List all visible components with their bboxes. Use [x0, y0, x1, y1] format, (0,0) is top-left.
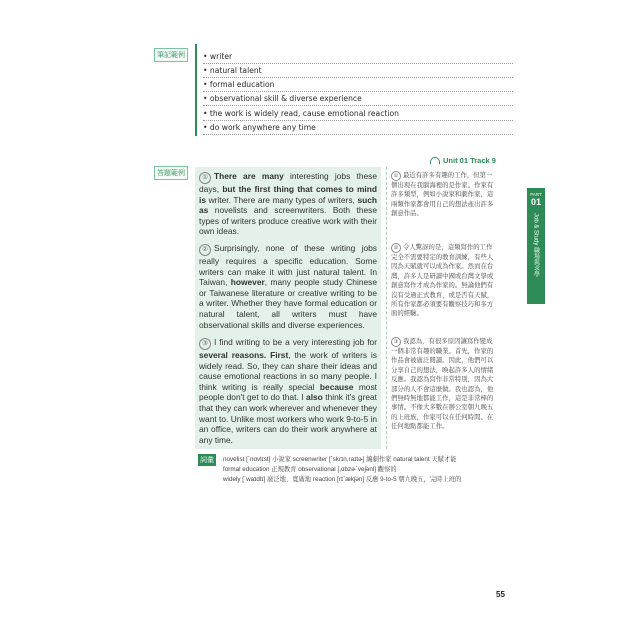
- paragraph-number: ③: [199, 338, 211, 350]
- sample-answer-tag: 答題範例: [154, 166, 188, 180]
- note-line: • formal education: [203, 78, 513, 92]
- bold-phrase: but the first thing that comes to mind is: [199, 184, 377, 205]
- vocab-line: widely [ˋwaɪdlɪ] 廣泛地、寬廣地 reaction [rɪˋækʃən] 反應 9-to-5 朝九晚五，完時上班的: [223, 476, 462, 483]
- vocab-list: [223, 455, 523, 485]
- bold-phrase: There are many: [214, 171, 284, 181]
- paragraph-number: ①: [391, 171, 401, 181]
- text-segment: think it's great that they can work wherever and whenever they want to. Unlike most workers who work 9-to-5 in an office, writers can do their work anywhere at any time.: [199, 392, 378, 445]
- text-segment: I find writing to be a very interesting job for: [214, 337, 377, 347]
- bold-phrase: such as: [199, 194, 377, 216]
- headphone-icon: [430, 157, 440, 164]
- answer-paragraph: [199, 243, 377, 330]
- text-segment: interesting jobs these days,: [199, 171, 377, 194]
- side-tab-title: Job & Study 職場與求學: [532, 213, 539, 278]
- bold-phrase: also: [306, 392, 323, 403]
- translation-paragraph: [391, 337, 495, 432]
- vocab-line: novelist [ˋnɑvlɪst] 小說家 screenwriter [ˋskrɪn,raɪtɚ] 編劇作家 natural talent 天賦才能: [223, 456, 457, 463]
- note-line: • observational skill & diverse experience: [203, 92, 513, 106]
- note-line: • natural talent: [203, 64, 513, 78]
- english-answer-column: [195, 167, 381, 449]
- side-tab-part: PART: [530, 192, 542, 197]
- unit-track-label: [430, 156, 496, 165]
- chinese-translation-column: [386, 167, 499, 449]
- note-line: • do work anywhere any time: [203, 121, 513, 135]
- vocab-line: formal education 正規教育 observational [,ɑbzɚˋveʃənl] 觀察的: [223, 466, 397, 473]
- vocab-tag: 詞彙: [198, 454, 216, 466]
- text-segment: writer. There are many types of writers,: [206, 194, 358, 205]
- translation-paragraph: [391, 171, 495, 219]
- text-segment: , many people study Chinese or Taiwanese literature or creative writing to be a writer. Whether they have formal education or natural talent, all writers must have observational skills and diverse experiences.: [199, 277, 377, 330]
- text-segment: , the work of writers is widely read. So, they can share their ideas and cause emotional reactions in so many people. I think writing is really special: [199, 350, 377, 392]
- translation-paragraph: [391, 243, 495, 319]
- translation-text: 令人驚訝的是，這類寫作的工作完全不需要特定的教育訓練，有些人因為天賦就可以成為作家。然而在台灣，許多人是研讀中國或台灣文學或創意寫作才成為作家的。無論他們有沒有受過正式教育，或是否有天賦，所有作家都必須要有觀察技巧和多方面的經驗。: [391, 244, 494, 318]
- bold-phrase: several reasons. First: [199, 350, 289, 360]
- paragraph-number: ②: [199, 244, 211, 256]
- notes-box: [195, 44, 517, 136]
- paragraph-number: ③: [391, 337, 401, 347]
- text-segment: Surprisingly, none of these writing jobs really requires a specific education. Some writers can make it with just natural talent. In Taiwan,: [199, 243, 377, 288]
- answer-paragraph: [199, 337, 377, 445]
- side-tab-number: 01: [530, 197, 541, 207]
- bold-phrase: because: [319, 381, 354, 392]
- paragraph-number: ①: [199, 172, 211, 184]
- notes-tag: 筆記範例: [154, 48, 188, 62]
- note-line: • writer: [203, 50, 513, 64]
- answer-paragraph: [199, 171, 377, 237]
- part-side-tab: [527, 188, 545, 304]
- paragraph-number: ②: [391, 243, 401, 253]
- translation-text: 我認為，有很多原因讓寫作變成一個非常有趣的職業。首先，作家的作品會被廣泛閱讀。因此，他們可以分享自己的想法，喚起許多人的情緒反應。我認為寫作非常特別，因為大部分的人不會這麼做。我也認為，他們無時無地都能工作，這是非常棒的事情。不像大多數在辦公室朝九晚五的上班族，作家可以在任何時間、在任何地點都能工作。: [391, 338, 494, 431]
- text-segment: most people don't get to do that. I: [199, 381, 377, 403]
- note-line: • the work is widely read, cause emotional reaction: [203, 107, 513, 121]
- bold-phrase: however: [230, 277, 265, 288]
- page-number: 55: [496, 590, 505, 599]
- unit-track-text: Unit 01 Track 9: [443, 156, 496, 165]
- text-segment: novelists and screenwriters. Both these types of writers produce creative work with their own ideas.: [199, 205, 377, 237]
- translation-text: 最近有許多有趣的工作，但第一個出現在我腦海裡的是作家。作家有許多類型，例如小說家和劇作家，這兩類作家都會用自己的想法產出許多創意作品。: [391, 172, 494, 218]
